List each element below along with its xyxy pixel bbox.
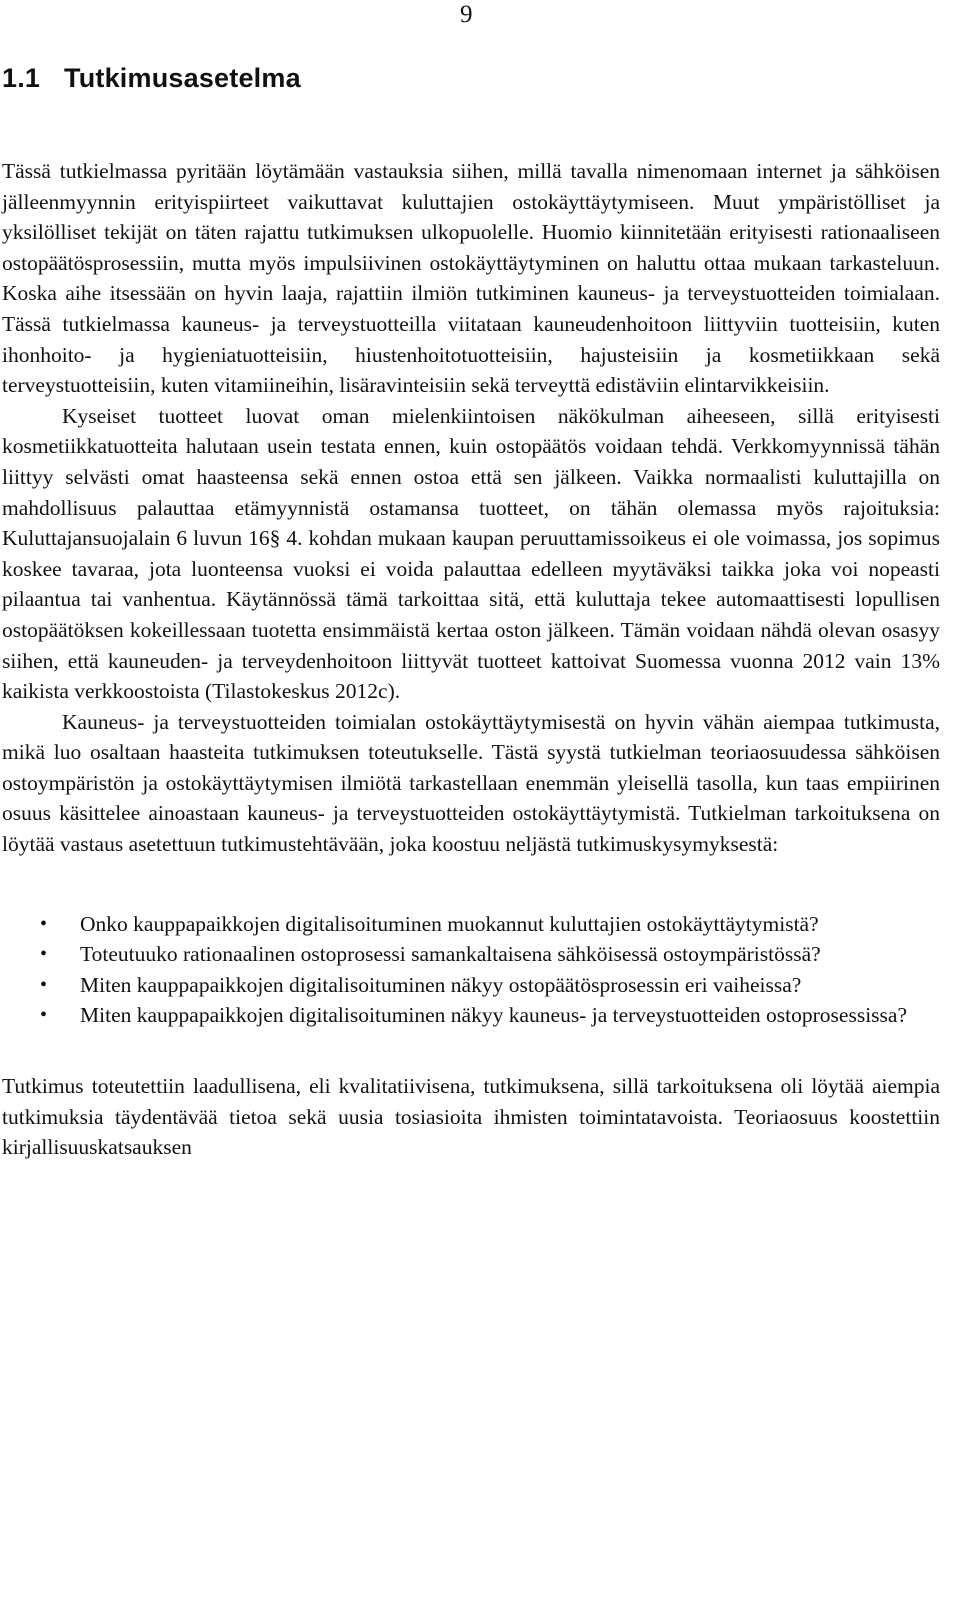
paragraph-1: Tässä tutkielmassa pyritään löytämään vastauksia siihen, millä tavalla nimenomaan internet ja sähköisen jälleenmyynnin erityispiirteet vaikuttavat kuluttajien ostokäyttäytymiseen. Muut ympäristölliset ja yksilölliset tekijät on täten rajattu tutkimuksen ulkopuolelle. Huomio kiinnitetään erityisesti rationaaliseen ostopäätösprosessiin, mutta myös impulsiivinen ostokäyttäytyminen on haluttu ottaa mukaan tarkasteluun. Koska aihe itsessään on hyvin laaja, rajattiin ilmiön tutkiminen kauneus- ja terveystuotteiden toimialaan. Tässä tutkielmassa kauneus- ja terveystuotteilla viitataan kauneudenhoitoon liittyviin tuotteisiin, kuten ihonhoito- ja hygieniatuotteisiin, hiustenhoitotuotteisiin, hajusteisiin ja kosmetiikkaan sekä terveystuotteisiin, kuten vitamiineihin, lisäravinteisiin sekä terveyttä edistäviin elintarvikkeisiin. [2,159,940,398]
section-heading [2,60,301,96]
bullet-icon: • [40,973,48,996]
list-item [2,1000,940,1031]
list-item [2,970,940,1001]
bullet-icon: • [40,912,48,935]
body-text [2,156,940,1163]
research-question-list [2,909,940,1031]
section-number: 1.1 [2,63,41,93]
page-number: 9 [460,1,473,28]
research-question-3: Miten kauppapaikkojen digitalisoituminen näkyy ostopäätösprosessin eri vaiheissa? [80,972,802,997]
closing-paragraph: Tutkimus toteutettiin laadullisena, eli kvalitatiivisena, tutkimuksena, sillä tarkoituksena oli löytää aiempia tutkimuksia täydentävää tietoa sekä uusia tosiasioita ihmisten toimintatavoista. Teoriaosuus koostettiin kirjallisuuskatsauksen [2,1074,940,1160]
spacer [2,1031,940,1071]
list-item [2,939,940,970]
research-question-2: Toteutuuko rationaalinen ostoprosessi samankaltaisena sähköisessä ostoympäristössä? [80,942,821,967]
bullet-icon: • [40,943,48,966]
paragraph-3: Kauneus- ja terveystuotteiden toimialan ostokäyttäytymisestä on hyvin vähän aiempaa tutkimusta, mikä luo osaltaan haasteita tutkimuksen toteutukselle. Tästä syystä tutkielman teoriaosuudessa sähköisen ostoympäristön ja ostokäyttäytymisen ilmiötä tarkastellaan enemmän yleisellä tasolla, kun taas empiirinen osuus käsittelee ainoastaan kauneus- ja terveystuotteiden ostokäyttäytymistä. Tutkielman tarkoituksena on löytää vastaus asetettuun tutkimustehtävään, joka koostuu neljästä tutkimuskysymyksestä: [2,709,940,857]
section-title: Tutkimusasetelma [64,63,301,93]
bullet-icon: • [40,1004,48,1027]
paragraph-2: Kyseiset tuotteet luovat oman mielenkiintoisen näkökulman aiheeseen, sillä erityisesti kosmetiikkatuotteita halutaan usein testata ennen, kuin ostopäätös voidaan tehdä. Verkkomyynnissä tähän liittyy selvästi omat haasteensa sekä ennen ostoa että sen jälkeen. Vaikka normaalisti kuluttajilla on mahdollisuus palauttaa etämyynnistä ostamansa tuotteet, on tähän olemassa myös rajoituksia: Kuluttajansuojalain 6 luvun 16§ 4. kohdan mukaan kaupan peruuttamissoikeus ei ole voimassa, jos sopimus koskee tavaraa, jota luonteensa vuoksi ei voida palauttaa edelleen myytäväksi taikka joka voi nopeasti pilaantua tai vanhentua. Käytännössä tämä tarkoittaa sitä, että kuluttaja tekee automaattisesti lopullisen ostopäätöksen kokeillessaan tuotetta ensimmäistä kertaa oston jälkeen. Tämän voidaan nähdä olevan osasyy siihen, että kauneuden- ja terveydenhoitoon liittyvät tuotteet kattoivat Suomessa vuonna 2012 vain 13% kaikista verkkoostoista (Tilastokeskus 2012c). [2,403,940,704]
research-question-1: Onko kauppapaikkojen digitalisoituminen muokannut kuluttajien ostokäyttäytymistä? [80,911,819,936]
research-question-4: Miten kauppapaikkojen digitalisoituminen näkyy kauneus- ja terveystuotteiden ostoprosessissa? [80,1003,907,1028]
list-item [2,909,940,940]
spacer [2,860,940,909]
